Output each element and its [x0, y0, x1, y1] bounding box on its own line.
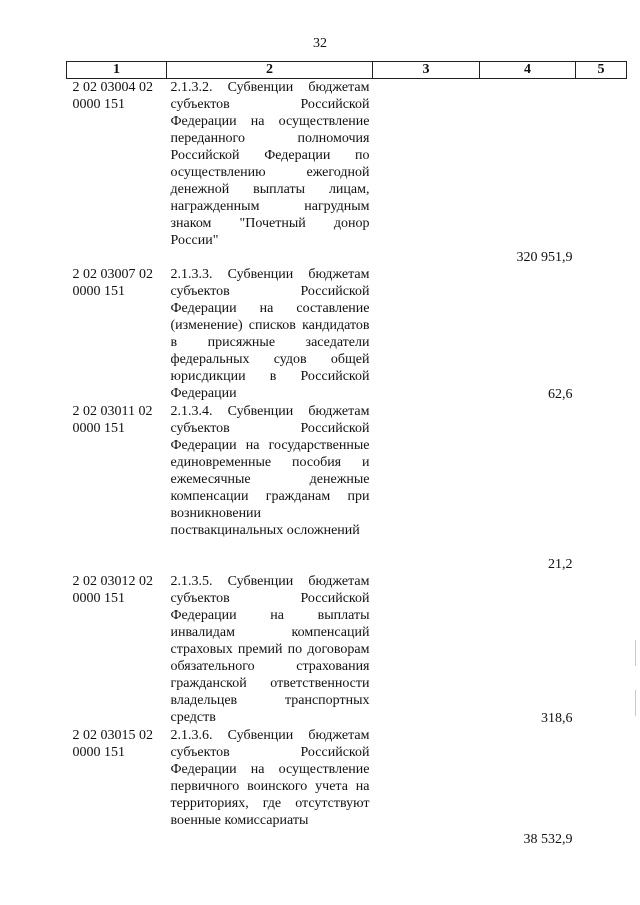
item-description: 2.1.3.3. Субвенции бюджетам субъектов Российской Федерации на составление (изменение) списков кандидатов в присяжные заседатели федеральных судов общей юрисдикции в Российской Федерации	[170, 267, 370, 401]
table-row	[67, 266, 627, 403]
table-header-row	[67, 62, 627, 79]
amount-value: 62,6	[548, 387, 573, 402]
budget-code: 2 02 03007 02 0000 151	[72, 267, 153, 299]
amount-value: 318,6	[541, 711, 573, 726]
header-col-3: 3	[373, 62, 480, 79]
amount-value: 38 532,9	[523, 832, 573, 847]
col3-value	[373, 403, 480, 573]
budget-code: 2 02 03012 02 0000 151	[72, 574, 153, 606]
col3-value	[373, 79, 480, 267]
page-number: 32	[313, 36, 327, 51]
col5-value	[576, 403, 627, 573]
item-description: 2.1.3.6. Субвенции бюджетам субъектов Российской Федерации на осуществление первичного воинского учета на территориях, где отсутствуют военные комиссариаты	[170, 728, 370, 828]
table-row	[67, 79, 627, 267]
col3-value	[373, 573, 480, 727]
header-col-4: 4	[480, 62, 576, 79]
scan-artifact	[635, 690, 636, 716]
header-col-2: 2	[167, 62, 373, 79]
budget-code: 2 02 03011 02 0000 151	[72, 404, 153, 436]
col3-value	[373, 266, 480, 403]
table-row	[67, 727, 627, 848]
item-description: 2.1.3.5. Субвенции бюджетам субъектов Российской Федерации на выплаты инвалидам компенсаций страховых премий по договорам обязательного страхования гражданской ответственности владельцев транспортных средств	[170, 574, 370, 725]
scan-artifact	[635, 640, 636, 666]
col5-value	[576, 573, 627, 727]
table-row	[67, 403, 627, 573]
item-description: 2.1.3.4. Субвенции бюджетам субъектов Российской Федерации на государственные единовременные пособия и ежемесячные денежные компенсации гражданам при возникновении поствакцинальных осложнений	[170, 404, 370, 538]
budget-table	[66, 61, 627, 848]
amount-value: 21,2	[548, 557, 573, 572]
col3-value	[373, 727, 480, 848]
header-col-1: 1	[67, 62, 167, 79]
col5-value	[576, 79, 627, 267]
header-col-5: 5	[576, 62, 627, 79]
table-row	[67, 573, 627, 727]
budget-code: 2 02 03015 02 0000 151	[72, 728, 153, 760]
item-description: 2.1.3.2. Субвенции бюджетам субъектов Российской Федерации на осуществление переданного полномочия Российской Федерации по осуществлению ежегодной денежной выплаты лицам, награжденным нагрудным знаком "Почетный донор России"	[170, 80, 370, 248]
col5-value	[576, 266, 627, 403]
amount-value: 320 951,9	[516, 250, 573, 265]
budget-code: 2 02 03004 02 0000 151	[72, 80, 153, 112]
col5-value	[576, 727, 627, 848]
